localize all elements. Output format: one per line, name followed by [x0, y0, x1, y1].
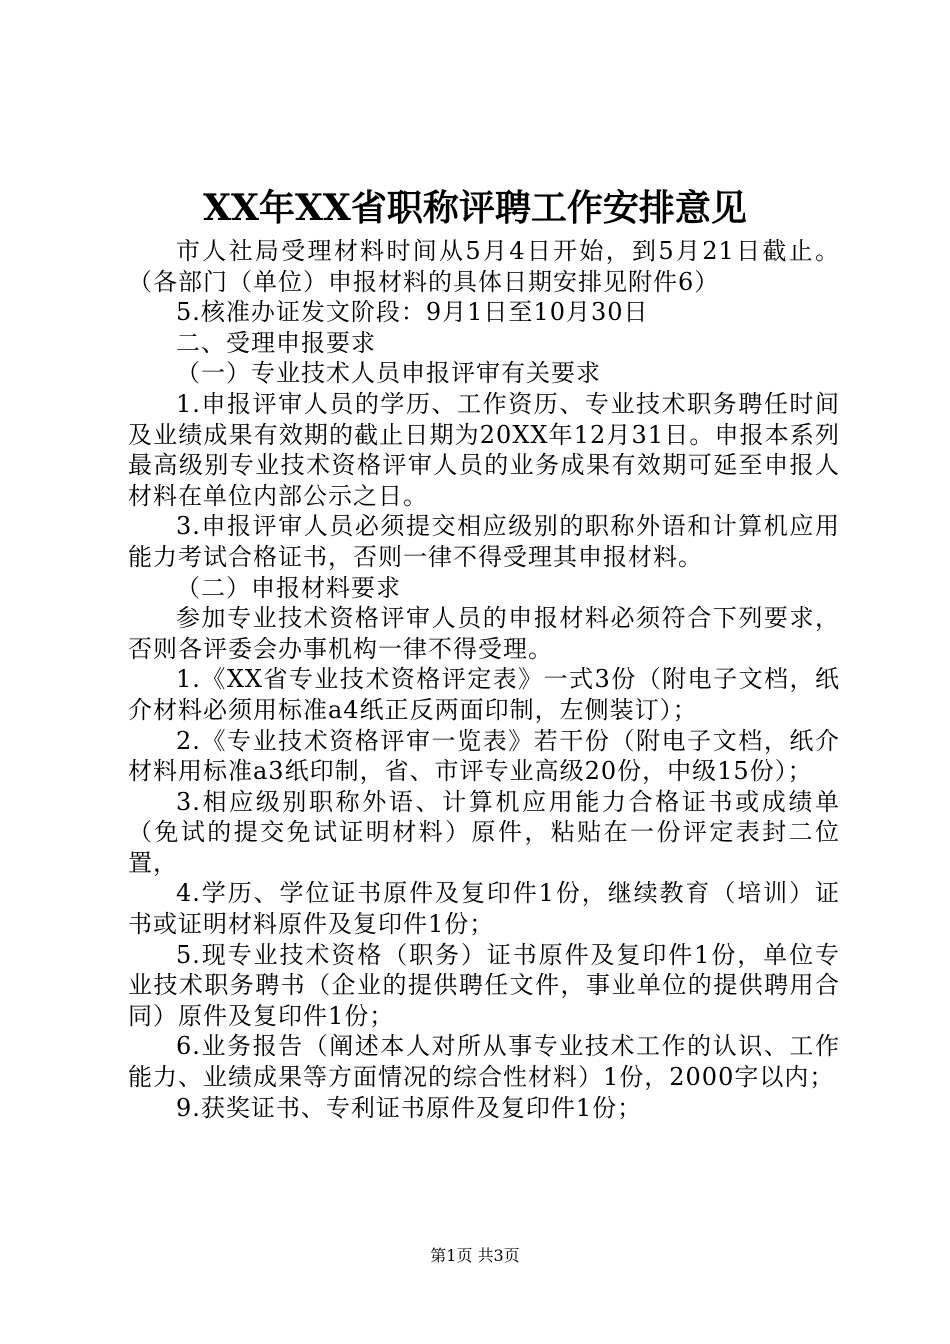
paragraph: 5.核准办证发文阶段：9月1日至10月30日	[176, 298, 649, 327]
list-item: 4.学历、学位证书原件及复印件1份，继续教育（培训）证书或证明材料原件及复印件1份；	[128, 879, 840, 939]
list-item: 5.现专业技术资格（职务）证书原件及复印件1份，单位专业技术职务聘书（企业的提供聘任文件，事业单位的提供聘用合同）原件及复印件1份；	[128, 940, 840, 1030]
list-item: 1.《XX省专业技术资格评定表》一式3份（附电子文档，纸介材料必须用标准a4纸正反两面印制，左侧装订）；	[128, 665, 840, 724]
paragraph: 市人社局受理材料时间从5月4日开始，到5月21日截止。（各部门（单位）申报材料的具体日期安排见附件6）	[128, 237, 840, 296]
subsection-heading: （一）专业技术人员申报评审有关要求	[176, 359, 601, 388]
list-item: 6.业务报告（阐述本人对所从事专业技术工作的认识、工作能力、业绩成果等方面情况的综合性材料）1份，2000字以内；	[128, 1032, 840, 1092]
document-title: XX年XX省职称评聘工作安排意见	[203, 187, 747, 229]
paragraph: 3.申报评审人员必须提交相应级别的职称外语和计算机应用能力考试合格证书，否则一律不得受理其申报材料。	[128, 512, 840, 571]
section-heading: 二、受理申报要求	[176, 328, 376, 357]
list-item: 9.获奖证书、专利证书原件及复印件1份；	[176, 1093, 643, 1122]
list-item: 3.相应级别职称外语、计算机应用能力合格证书或成绩单（免试的提交免试证明材料）原件，粘贴在一份评定表封二位置，	[128, 787, 840, 877]
page-number-footer: 第1页 共3页	[430, 1246, 520, 1265]
list-item: 2.《专业技术资格评审一览表》若干份（附电子文档，纸介材料用标准a3纸印制，省、市评专业高级20份，中级15份）；	[128, 726, 840, 786]
document-body	[128, 236, 840, 1123]
paragraph: 1.申报评审人员的学历、工作资历、专业技术职务聘任时间及业绩成果有效期的截止日期为20XX年12月31日。申报本系列最高级别专业技术资格评审人员的业务成果有效期可延至申报人材料在单位内部公示之日。	[128, 389, 840, 510]
subsection-heading: （二）申报材料要求	[176, 573, 401, 602]
paragraph: 参加专业技术资格评审人员的申报材料必须符合下列要求，否则各评委会办事机构一律不得受理。	[128, 604, 840, 663]
